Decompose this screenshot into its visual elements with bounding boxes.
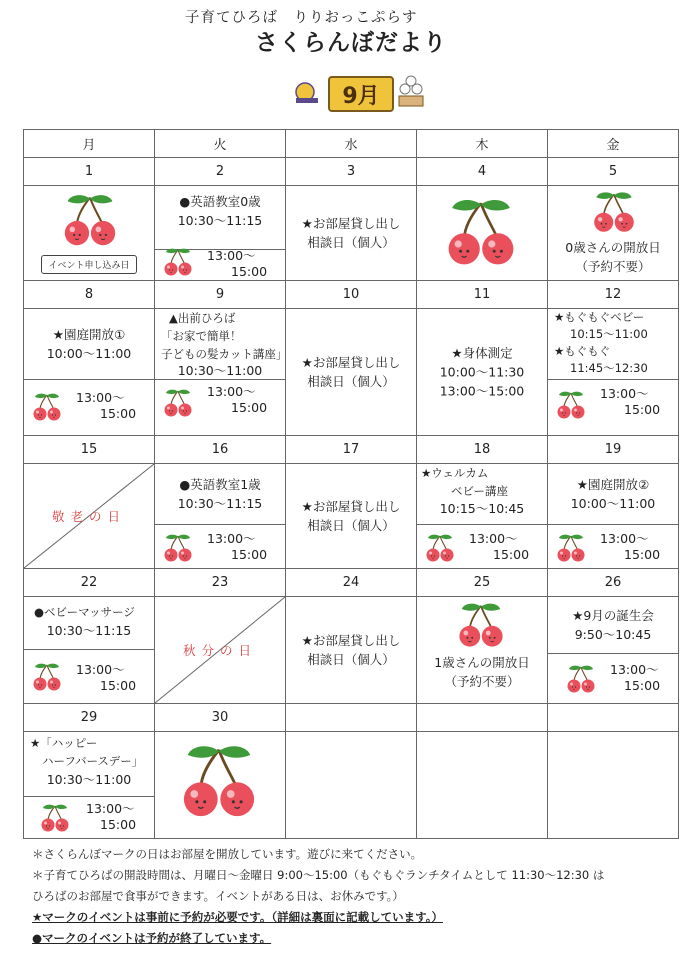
date-empty [286, 704, 417, 732]
event-time: 10:30～11:15 [177, 213, 263, 228]
moon-icon [294, 82, 320, 104]
event-title: ★お部屋貸し出し [301, 633, 401, 648]
calendar-table [23, 129, 679, 839]
cherry-icon [556, 533, 586, 563]
event-title: ★お部屋貸し出し [301, 216, 401, 231]
event-detail: 相談日（個人） [307, 235, 395, 250]
day-cell-15 [24, 464, 155, 569]
note-reservation-closed: ●マークのイベントは予約が終了しています。 [32, 931, 272, 945]
day-cell-8 [24, 309, 155, 436]
date-2: 2 [155, 158, 286, 186]
event-detail: （予約不要） [575, 259, 651, 274]
day-cell-empty [286, 732, 417, 839]
weekday-mon: 月 [24, 130, 155, 158]
event-time: 9:50～10:45 [574, 627, 652, 642]
day-cell-12 [548, 309, 679, 436]
event-title: ★お部屋貸し出し [301, 499, 401, 514]
day-cell-24 [286, 597, 417, 704]
date-4: 4 [417, 158, 548, 186]
event-title: ★園庭開放① [52, 327, 126, 342]
event-subtitle: ハーフバースデー」 [42, 754, 144, 768]
day-cell-10 [286, 309, 417, 436]
afternoon-start: 13:00～ [600, 531, 649, 546]
event-subtitle: ベビー講座 [451, 484, 509, 498]
date-9: 9 [155, 281, 286, 309]
cherry-icon [40, 803, 70, 833]
cherry-icon [180, 742, 258, 820]
day-cell-26 [548, 597, 679, 704]
event-detail: 相談日（個人） [307, 374, 395, 389]
note-reservation-required: ★マークのイベントは事前に予約が必要です。（詳細は裏面に記載しています。） [32, 910, 443, 924]
date-24: 24 [286, 569, 417, 597]
date-23: 23 [155, 569, 286, 597]
day-cell-23 [155, 597, 286, 704]
event-detail: 相談日（個人） [307, 518, 395, 533]
event-time: 10:30～11:00 [177, 363, 263, 378]
month-label: 9月 [328, 76, 394, 112]
event-title: ★お部屋貸し出し [301, 355, 401, 370]
footer-notes [32, 844, 604, 949]
cherry-icon [163, 533, 193, 563]
afternoon-end: 15:00 [100, 406, 137, 421]
date-22: 22 [24, 569, 155, 597]
date-29: 29 [24, 704, 155, 732]
cherry-icon [566, 664, 596, 694]
cherry-icon [32, 662, 62, 692]
day-cell-5 [548, 186, 679, 281]
note-line: ＊さくらんぼマークの日はお部屋を開放しています。遊びに来てください。 [32, 847, 423, 861]
event-title: ●英語教室0歳 [179, 194, 261, 209]
event-title: ★身体測定 [451, 345, 513, 361]
date-25: 25 [417, 569, 548, 597]
day-cell-9 [155, 309, 286, 436]
date-17: 17 [286, 436, 417, 464]
date-1: 1 [24, 158, 155, 186]
afternoon-end: 15:00 [231, 547, 268, 562]
afternoon-start: 13:00～ [207, 384, 256, 399]
month-badge [290, 72, 430, 114]
cherry-icon [163, 247, 193, 277]
weekday-thu: 木 [417, 130, 548, 158]
day-cell-11 [417, 309, 548, 436]
date-empty [417, 704, 548, 732]
date-5: 5 [548, 158, 679, 186]
date-8: 8 [24, 281, 155, 309]
cherry-icon [445, 196, 517, 268]
event-title: 1歳さんの開放日 [434, 655, 530, 670]
cherry-icon [62, 192, 118, 248]
weekday-header-row [24, 130, 679, 158]
weekday-tue: 火 [155, 130, 286, 158]
cherry-icon [592, 190, 636, 234]
day-cell-17 [286, 464, 417, 569]
afternoon-end: 15:00 [100, 817, 137, 832]
afternoon-end: 15:00 [231, 264, 268, 279]
event-time: 10:15～11:00 [570, 327, 648, 341]
day-cell-19 [548, 464, 679, 569]
afternoon-start: 13:00～ [610, 662, 659, 677]
day-cell-2 [155, 186, 286, 281]
cherry-icon [457, 601, 505, 649]
afternoon-start: 13:00～ [76, 662, 125, 677]
day-cell-1 [24, 186, 155, 281]
day-cell-16 [155, 464, 286, 569]
tsukimi-dango-icon [396, 74, 426, 110]
note-line: ＊子育てひろばの開設時間は、月曜日～金曜日 9:00～15:00（もぐもぐランチタイムとして 11:30～12:30 は [32, 868, 605, 882]
afternoon-start: 13:00～ [86, 801, 135, 816]
event-detail: （予約不要） [444, 674, 520, 689]
afternoon-end: 15:00 [100, 678, 137, 693]
afternoon-start: 13:00～ [76, 390, 125, 405]
day-cell-empty [548, 732, 679, 839]
newsletter-subtitle: 子育てひろば りりおっこぷらす [185, 10, 418, 26]
newsletter-title: さくらんぼだより [255, 30, 447, 56]
afternoon-end: 15:00 [624, 678, 661, 693]
date-12: 12 [548, 281, 679, 309]
event-title: ★もぐもぐ [554, 344, 611, 358]
event-application-day-label: イベント申し込み日 [41, 255, 136, 274]
event-detail: 相談日（個人） [307, 652, 395, 667]
day-cell-30 [155, 732, 286, 839]
event-time: 10:30～11:15 [46, 623, 132, 638]
weekday-fri: 金 [548, 130, 679, 158]
weekday-wed: 水 [286, 130, 417, 158]
holiday-label: 秋分の日 [182, 643, 257, 658]
event-title: ●英語教室1歳 [179, 477, 261, 492]
cherry-icon [163, 388, 193, 418]
event-title: ★園庭開放② [576, 477, 650, 492]
day-cell-3 [286, 186, 417, 281]
event-time: 13:00～15:00 [439, 383, 525, 399]
day-cell-25 [417, 597, 548, 704]
holiday-label: 敬老の日 [51, 509, 126, 524]
date-26: 26 [548, 569, 679, 597]
event-time: 10:00～11:30 [439, 364, 525, 380]
event-title: ★もぐもぐベビー [554, 310, 645, 324]
event-time: 10:00～11:00 [46, 346, 132, 361]
afternoon-end: 15:00 [624, 547, 661, 562]
date-3: 3 [286, 158, 417, 186]
day-cell-empty [417, 732, 548, 839]
afternoon-end: 15:00 [493, 547, 530, 562]
cherry-icon [32, 392, 62, 422]
event-time: 10:30～11:15 [177, 496, 263, 511]
afternoon-end: 15:00 [231, 400, 268, 415]
day-cell-22 [24, 597, 155, 704]
afternoon-start: 13:00～ [207, 531, 256, 546]
event-title: 0歳さんの開放日 [565, 240, 661, 255]
date-19: 19 [548, 436, 679, 464]
event-title: ★9月の誕生会 [572, 608, 654, 623]
event-subtitle: 子どもの髪カット講座」 [161, 347, 288, 361]
afternoon-start: 13:00～ [600, 386, 649, 401]
date-empty [548, 704, 679, 732]
day-cell-29 [24, 732, 155, 839]
event-time: 10:00～11:00 [570, 496, 656, 511]
event-title: ★「ハッピー [30, 736, 98, 750]
note-line: ひろばのお部屋で食事ができます。イベントがある日は、お休みです。） [32, 889, 404, 903]
afternoon-end: 15:00 [624, 402, 661, 417]
event-title: ●ベビーマッサージ [34, 605, 135, 619]
date-16: 16 [155, 436, 286, 464]
cherry-icon [425, 533, 455, 563]
day-cell-4 [417, 186, 548, 281]
date-15: 15 [24, 436, 155, 464]
date-10: 10 [286, 281, 417, 309]
event-time: 11:45～12:30 [570, 361, 648, 375]
date-30: 30 [155, 704, 286, 732]
cherry-icon [556, 390, 586, 420]
event-title: ★ウェルカム [421, 466, 489, 480]
date-11: 11 [417, 281, 548, 309]
date-18: 18 [417, 436, 548, 464]
afternoon-start: 13:00～ [207, 248, 256, 263]
event-time: 10:15～10:45 [439, 501, 525, 516]
day-cell-18 [417, 464, 548, 569]
event-time: 10:30～11:00 [46, 772, 132, 787]
afternoon-start: 13:00～ [469, 531, 518, 546]
event-subtitle: 「お家で簡単！ [161, 329, 242, 343]
event-title: ▲出前ひろば [169, 311, 236, 325]
